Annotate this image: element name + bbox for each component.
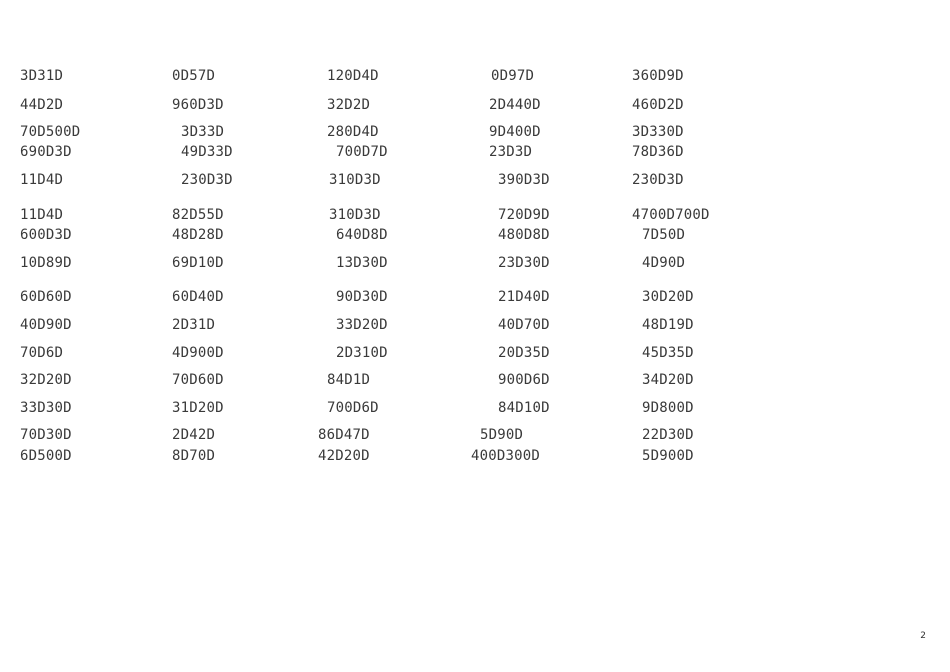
code-cell: 6D500D	[20, 448, 72, 464]
code-cell: 31D20D	[172, 400, 224, 416]
code-cell: 600D3D	[20, 227, 72, 243]
code-cell: 70D30D	[20, 427, 72, 443]
code-cell: 84D10D	[498, 400, 550, 416]
code-cell: 70D6D	[20, 345, 64, 361]
code-cell: 48D28D	[172, 227, 224, 243]
code-cell: 5D90D	[480, 427, 524, 443]
code-cell: 44D2D	[20, 97, 64, 113]
code-cell: 4D900D	[172, 345, 224, 361]
code-cell: 900D6D	[498, 372, 550, 388]
code-cell: 42D20D	[318, 448, 370, 464]
code-cell: 310D3D	[329, 207, 381, 223]
code-cell: 720D9D	[498, 207, 550, 223]
code-cell: 10D89D	[20, 255, 72, 271]
code-cell: 49D33D	[181, 144, 233, 160]
code-cell: 90D30D	[336, 289, 388, 305]
code-cell: 60D40D	[172, 289, 224, 305]
code-cell: 9D400D	[489, 124, 541, 140]
code-cell: 32D20D	[20, 372, 72, 388]
code-cell: 700D7D	[336, 144, 388, 160]
code-cell: 3D31D	[20, 68, 64, 84]
code-cell: 7D50D	[642, 227, 686, 243]
code-cell: 4D90D	[642, 255, 686, 271]
code-cell: 0D57D	[172, 68, 216, 84]
code-cell: 23D3D	[489, 144, 533, 160]
code-cell: 4700D700D	[632, 207, 710, 223]
code-cell: 360D9D	[632, 68, 684, 84]
code-cell: 84D1D	[327, 372, 371, 388]
code-cell: 82D55D	[172, 207, 224, 223]
code-cell: 230D3D	[181, 172, 233, 188]
code-cell: 700D6D	[327, 400, 379, 416]
code-cell: 3D330D	[632, 124, 684, 140]
code-cell: 69D10D	[172, 255, 224, 271]
code-cell: 33D30D	[20, 400, 72, 416]
code-cell: 78D36D	[632, 144, 684, 160]
code-cell: 48D19D	[642, 317, 694, 333]
code-cell: 690D3D	[20, 144, 72, 160]
code-cell: 45D35D	[642, 345, 694, 361]
code-cell: 120D4D	[327, 68, 379, 84]
code-cell: 23D30D	[498, 255, 550, 271]
code-cell: 70D500D	[20, 124, 81, 140]
code-cell: 310D3D	[329, 172, 381, 188]
code-cell: 20D35D	[498, 345, 550, 361]
code-cell: 8D70D	[172, 448, 216, 464]
code-cell: 13D30D	[336, 255, 388, 271]
code-cell: 280D4D	[327, 124, 379, 140]
code-cell: 390D3D	[498, 172, 550, 188]
code-cell: 230D3D	[632, 172, 684, 188]
code-cell: 40D90D	[20, 317, 72, 333]
code-cell: 11D4D	[20, 172, 64, 188]
code-cell: 34D20D	[642, 372, 694, 388]
code-cell: 70D60D	[172, 372, 224, 388]
code-cell: 21D40D	[498, 289, 550, 305]
code-cell: 33D20D	[336, 317, 388, 333]
code-cell: 460D2D	[632, 97, 684, 113]
code-cell: 400D300D	[471, 448, 541, 464]
code-cell: 2D310D	[336, 345, 388, 361]
code-cell: 22D30D	[642, 427, 694, 443]
code-cell: 2D42D	[172, 427, 216, 443]
code-cell: 30D20D	[642, 289, 694, 305]
code-cell: 3D33D	[181, 124, 225, 140]
code-cell: 32D2D	[327, 97, 371, 113]
code-cell: 11D4D	[20, 207, 64, 223]
code-cell: 40D70D	[498, 317, 550, 333]
code-cell: 480D8D	[498, 227, 550, 243]
code-cell: 0D97D	[491, 68, 535, 84]
page-number: 2	[920, 631, 926, 641]
code-cell: 640D8D	[336, 227, 388, 243]
code-cell: 960D3D	[172, 97, 224, 113]
code-cell: 86D47D	[318, 427, 370, 443]
code-cell: 9D800D	[642, 400, 694, 416]
code-cell: 5D900D	[642, 448, 694, 464]
code-cell: 60D60D	[20, 289, 72, 305]
code-cell: 2D31D	[172, 317, 216, 333]
code-cell: 2D440D	[489, 97, 541, 113]
